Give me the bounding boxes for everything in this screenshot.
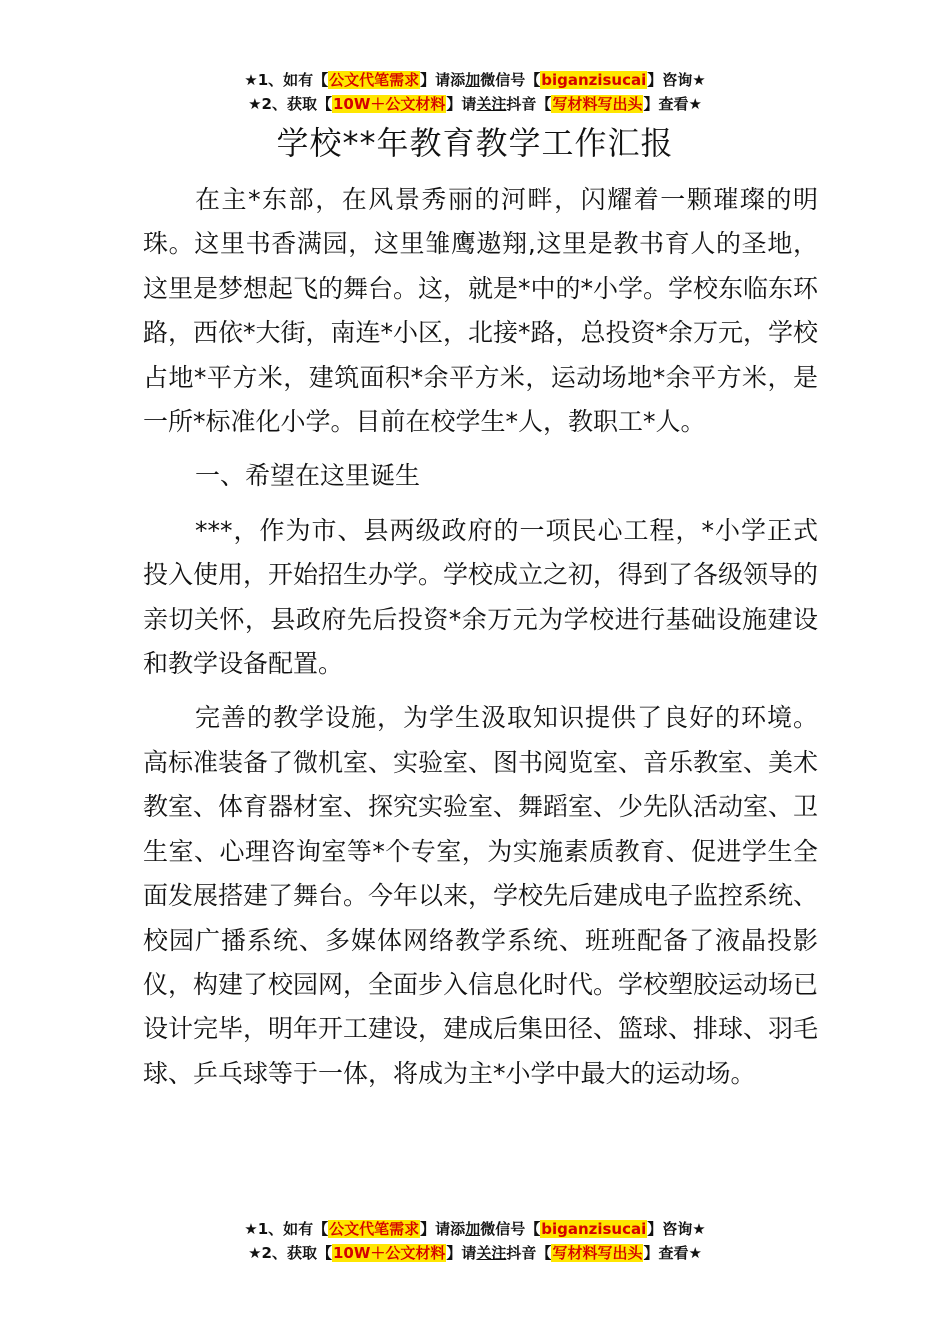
highlight-wechat-id: biganzisucai bbox=[541, 1220, 647, 1238]
banner-text: 】请 bbox=[446, 95, 477, 113]
banner-text: 】请添 bbox=[420, 1220, 466, 1238]
document-body bbox=[143, 178, 818, 1106]
header-banner-line-1 bbox=[0, 68, 950, 92]
banner-text: 】请 bbox=[446, 1244, 477, 1262]
banner-text: 微信号【 bbox=[480, 1220, 541, 1238]
banner-text: 】咨询★ bbox=[647, 71, 706, 89]
banner-text: ★2、获取【 bbox=[248, 95, 332, 113]
banner-text: 】查看★ bbox=[643, 95, 702, 113]
banner-text-underlined: 关注 bbox=[476, 1244, 507, 1262]
document-title: 学校**年教育教学工作汇报 bbox=[276, 124, 674, 162]
banner-text-underlined: 加 bbox=[465, 71, 481, 89]
paragraph-intro: 在主*东部，在风景秀丽的河畔，闪耀着一颗璀璨的明珠。这里书香满园，这里雏鹰遨翔,这里是教书育人的圣地，这里是梦想起飞的舞台。这，就是*中的*小学。学校东临东环路，西依*大街，南连*小区，北接*路，总投资*余万元，学校占地*平方米，建筑面积*余平方米，运动场地*余平方米，是一所*标准化小学。目前在校学生*人，教职工*人。 bbox=[143, 185, 819, 437]
highlight-douyin: 写材料写出头 bbox=[552, 1244, 643, 1262]
banner-text: ★2、获取【 bbox=[248, 1244, 332, 1262]
banner-text: ★1、如有【 bbox=[244, 1220, 329, 1238]
banner-text: 抖音【 bbox=[506, 95, 552, 113]
banner-text-underlined: 加 bbox=[465, 1220, 481, 1238]
banner-text: 微信号【 bbox=[480, 71, 541, 89]
header-banner-line-2 bbox=[0, 92, 950, 116]
highlight-service: 公文代笔需求 bbox=[329, 71, 420, 89]
footer-banner-line-2 bbox=[0, 1241, 950, 1265]
highlight-materials: 10W＋公文材料 bbox=[332, 95, 446, 113]
paragraph-facilities: 完善的教学设施，为学生汲取知识提供了良好的环境。高标准装备了微机室、实验室、图书阅览室、音乐教室、美术教室、体育器材室、探究实验室、舞蹈室、少先队活动室、卫生室、心理咨询室等*个专室，为实施素质教育、促进学生全面发展搭建了舞台。今年以来，学校先后建成电子监控系统、校园广播系统、多媒体网络教学系统、班班配备了液晶投影仪，构建了校园网，全面步入信息化时代。学校塑胶运动场已设计完毕，明年开工建设，建成后集田径、篮球、排球、羽毛球、乒乓球等于一体，将成为主*小学中最大的运动场。 bbox=[143, 703, 819, 1088]
banner-text: 抖音【 bbox=[506, 1244, 552, 1262]
footer-banner-line-1 bbox=[0, 1217, 950, 1241]
banner-text: ★1、如有【 bbox=[244, 71, 329, 89]
paragraph-founding: ***，作为市、县两级政府的一项民心工程，*小学正式投入使用，开始招生办学。学校成立之初，得到了各级领导的亲切关怀，县政府先后投资*余万元为学校进行基础设施建设和教学设备配置。 bbox=[143, 515, 819, 679]
banner-text: 】请添 bbox=[420, 71, 466, 89]
banner-text-underlined: 关注 bbox=[476, 95, 507, 113]
banner-text: 】咨询★ bbox=[647, 1220, 706, 1238]
header-banner bbox=[0, 68, 950, 116]
footer-banner bbox=[0, 1217, 950, 1265]
banner-text: 】查看★ bbox=[643, 1244, 702, 1262]
section-heading: 一、希望在这里诞生 bbox=[195, 461, 421, 491]
highlight-materials: 10W＋公文材料 bbox=[332, 1244, 446, 1262]
highlight-douyin: 写材料写出头 bbox=[552, 95, 643, 113]
highlight-service: 公文代笔需求 bbox=[329, 1220, 420, 1238]
highlight-wechat-id: biganzisucai bbox=[541, 71, 647, 89]
